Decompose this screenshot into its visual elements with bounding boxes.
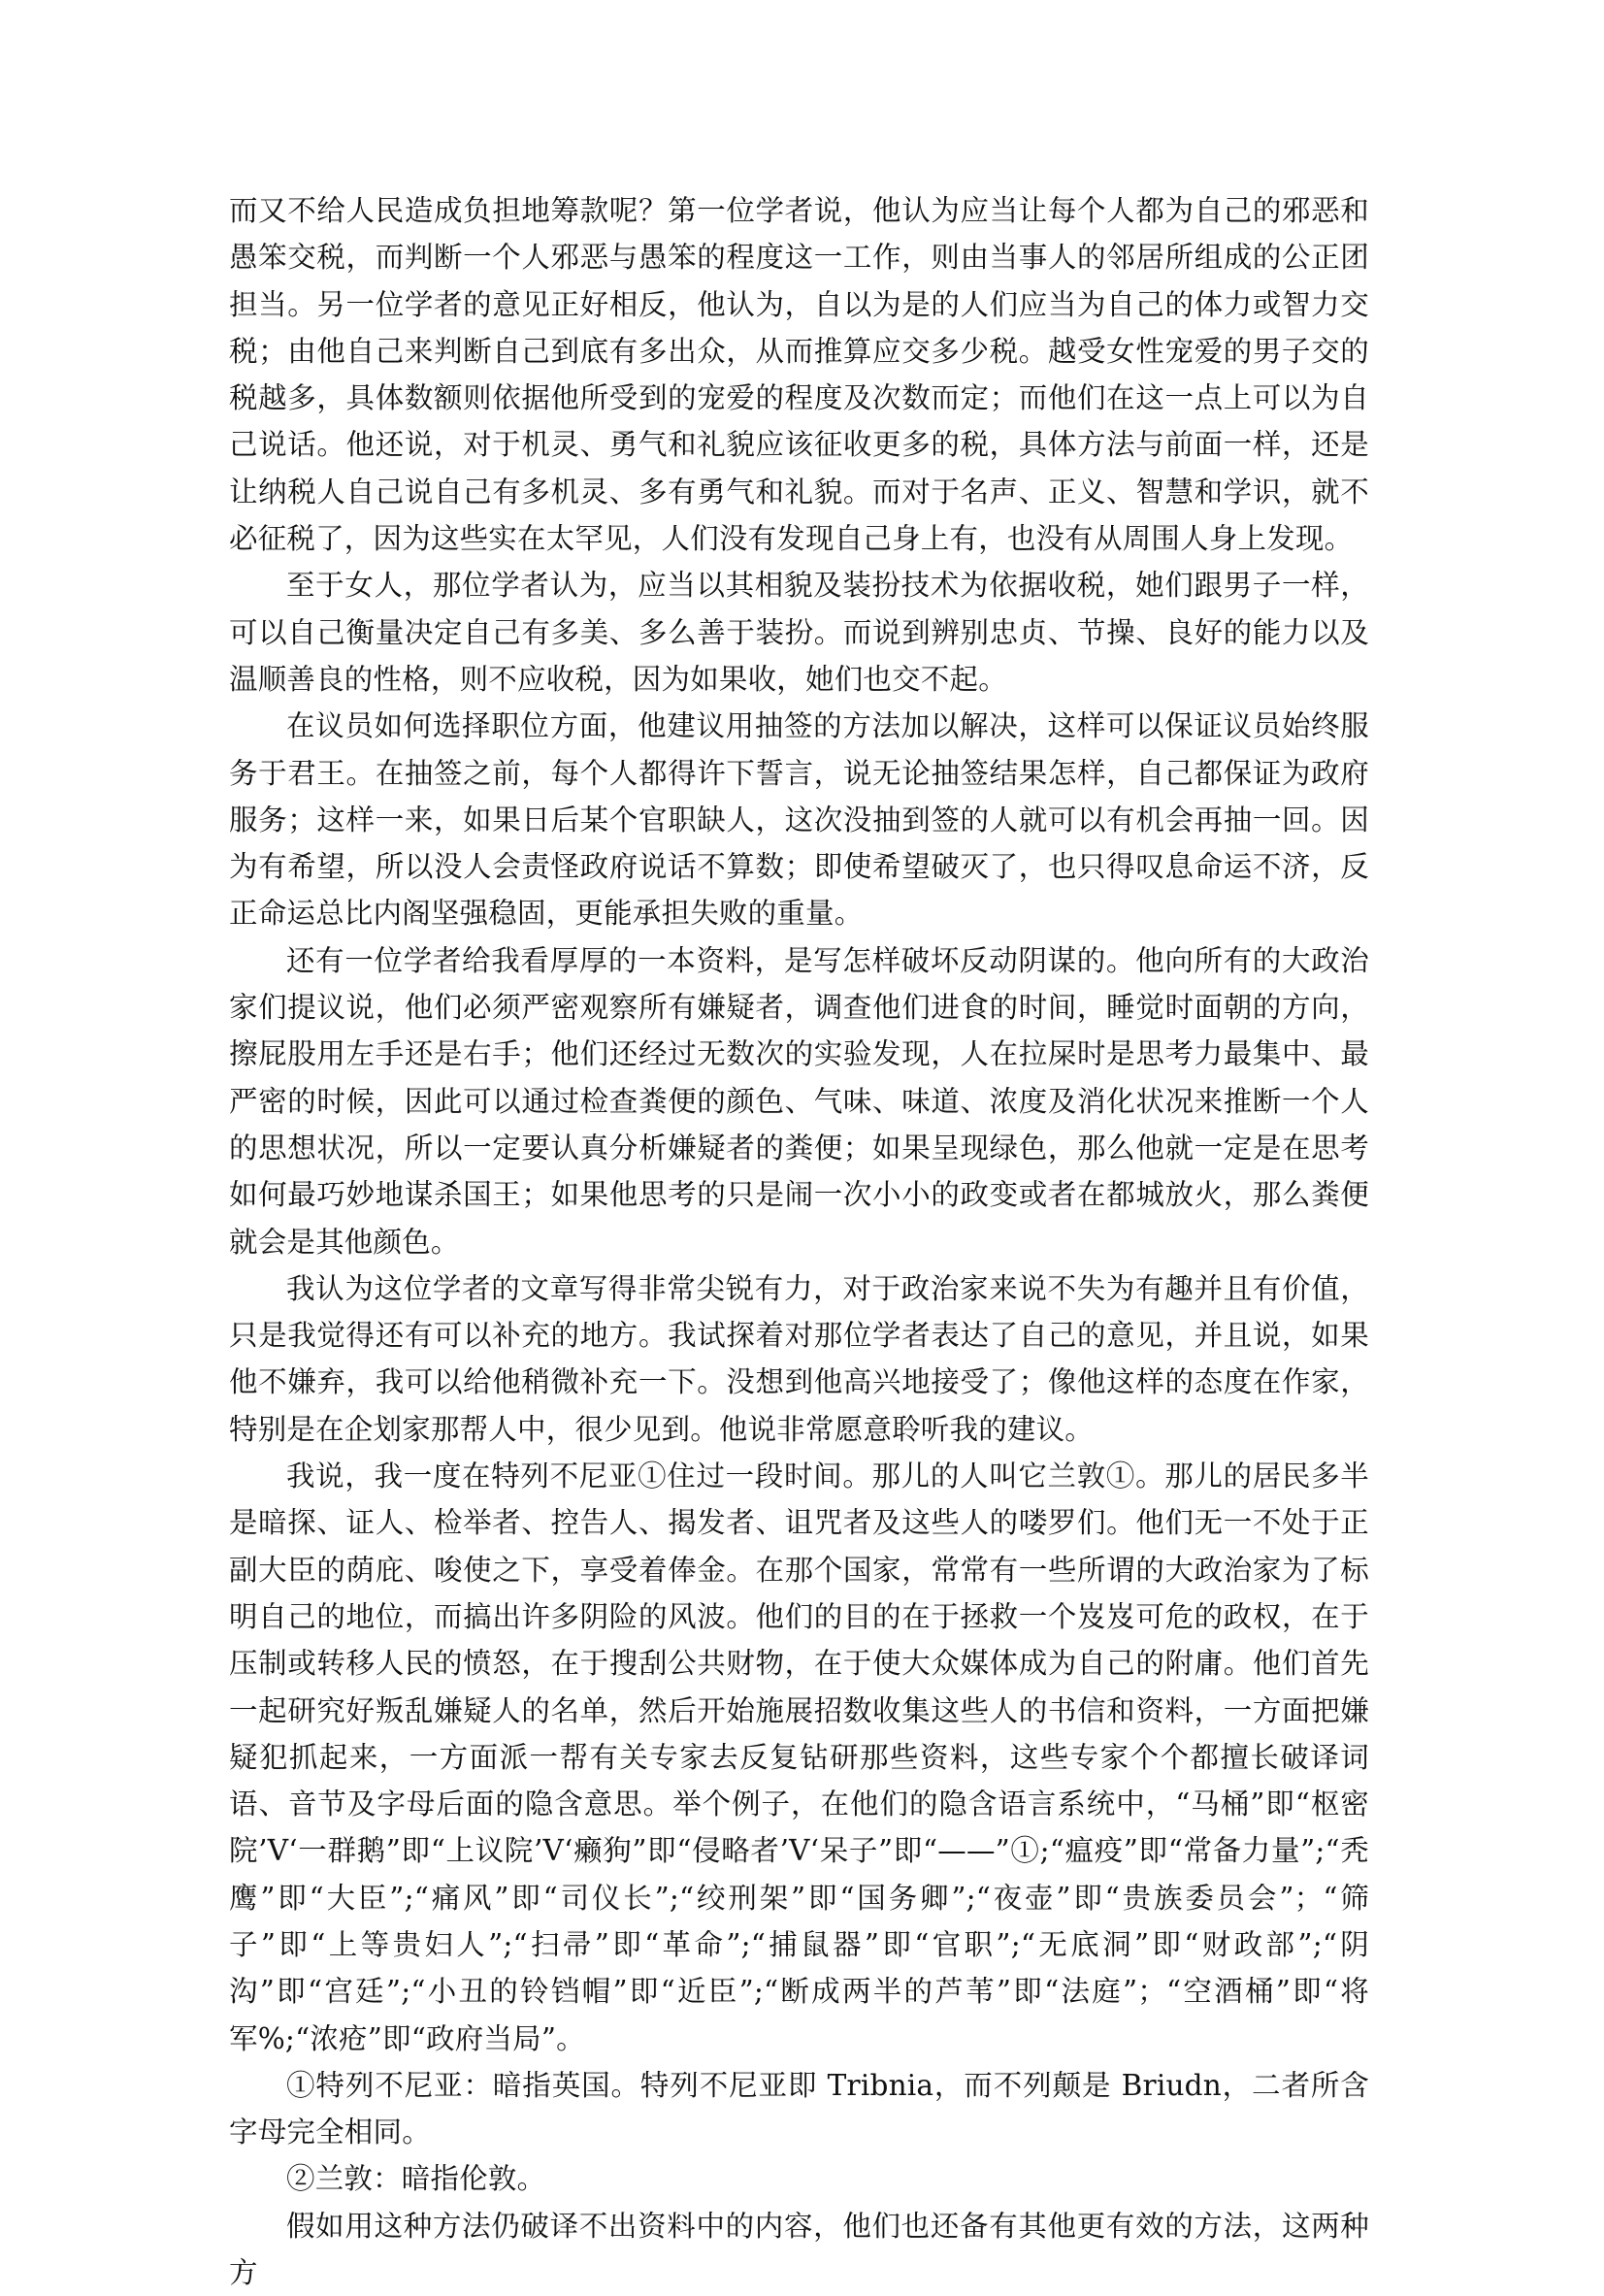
footnote-2: ②兰敦：暗指伦敦。 (286, 2162, 546, 2196)
paragraph-3: 在议员如何选择职位方面，他建议用抽签的方法加以解决，这样可以保证议员始终服务于君王。在抽签之前，每个人都得许下誓言，说无论抽签结果怎样，自己都保证为政府服务；这样一来，如果日后某个官职缺人，这次没抽到签的人就可以有机会再抽一回。因为有希望，所以没人会责怪政府说话不算数；即使希望破灭了，也只得叹息命运不济，反正命运总比内阁坚强稳固，更能承担失败的重量。 (229, 709, 1369, 931)
footnote-1: ①特列不尼亚：暗指英国。特列不尼亚即 Tribnia，而不列颠是 Briudn，二者所含字母完全相同。 (229, 2068, 1369, 2149)
paragraph-4: 还有一位学者给我看厚厚的一本资料，是写怎样破坏反动阴谋的。他向所有的大政治家们提议说，他们必须严密观察所有嫌疑者，调查他们进食的时间，睡觉时面朝的方向，擦屁股用左手还是右手；他们还经过无数次的实验发现，人在拉屎时是思考力最集中、最严密的时候，因此可以通过检查粪便的颜色、气味、味道、浓度及消化状况来推断一个人的思想状况，所以一定要认真分析嫌疑者的粪便；如果呈现绿色，那么他就一定是在思考如何最巧妙地谋杀国王；如果他思考的只是闹一次小小的政变或者在都城放火，那么粪便就会是其他颜色。 (229, 943, 1369, 1259)
paragraph-5: 我认为这位学者的文章写得非常尖锐有力，对于政治家来说不失为有趣并且有价值，只是我觉得还有可以补充的地方。我试探着对那位学者表达了自己的意见，并且说，如果他不嫌弃，我可以给他稍微补充一下。没想到他高兴地接受了；像他这样的态度在作家，特别是在企划家那帮人中，很少见到。他说非常愿意聆听我的建议。 (229, 1271, 1369, 1446)
paragraph-7: 假如用这种方法仍破译不出资料中的内容，他们也还备有其他更有效的方法，这两种方 (229, 2209, 1369, 2290)
paragraph-6: 我说，我一度在特列不尼亚①住过一段时间。那儿的人叫它兰敦①。那儿的居民多半是暗探、证人、检举者、控告人、揭发者、诅咒者及这些人的喽罗们。他们无一不处于正副大臣的荫庇、唆使之下，享受着俸金。在那个国家，常常有一些所谓的大政治家为了标明自己的地位，而搞出许多阴险的风波。他们的目的在于拯救一个岌岌可危的政权，在于压制或转移人民的愤怒，在于搜刮公共财物，在于使大众媒体成为自己的附庸。他们首先一起研究好叛乱嫌疑人的名单，然后开始施展招数收集这些人的书信和资料，一方面把嫌疑犯抓起来，一方面派一帮有关专家去反复钻研那些资料，这些专家个个都擅长破译词语、音节及字母后面的隐含意思。举个例子，在他们的隐含语言系统中，“马桶”即“枢密院’V‘一群鹅”即“上议院’V‘癞狗”即“侵略者’V‘呆子”即“——”①;“瘟疫”即“常备力量”;“秃鹰”即“大臣”;“痛风”即“司仪长”;“绞刑架”即“国务卿”;“夜壶”即“贵族委员会”；“筛子”即“上等贵妇人”;“扫帚”即“革命”;“捕鼠器”即“官职”;“无底洞”即“财政部”;“阴沟”即“宫廷”;“小丑的铃铛帽”即“近臣”;“断成两半的芦苇”即“法庭”；“空酒桶”即“将军%;“浓疮”即“政府当局”。 (229, 1460, 1369, 2055)
paragraph-1: 而又不给人民造成负担地筹款呢？第一位学者说，他认为应当让每个人都为自己的邪恶和愚笨交税，而判断一个人邪恶与愚笨的程度这一工作，则由当事人的邻居所组成的公正团担当。另一位学者的意见正好相反，他认为，自以为是的人们应当为自己的体力或智力交税；由他自己来判断自己到底有多出众，从而推算应交多少税。越受女性宠爱的男子交的税越多，具体数额则依据他所受到的宠爱的程度及次数而定；而他们在这一点上可以为自己说话。他还说，对于机灵、勇气和礼貌应该征收更多的税，具体方法与前面一样，还是让纳税人自己说自己有多机灵、多有勇气和礼貌。而对于名声、正义、智慧和学识，就不必征税了，因为这些实在太罕见，人们没有发现自己身上有，也没有从周围人身上发现。 (229, 194, 1369, 556)
document-page (229, 187, 1369, 2296)
paragraph-2: 至于女人，那位学者认为，应当以其相貌及装扮技术为依据收税，她们跟男子一样，可以自己衡量决定自己有多美、多么善于装扮。而说到辨别忠贞、节操、良好的能力以及温顺善良的性格，则不应收税，因为如果收，她们也交不起。 (229, 569, 1369, 696)
